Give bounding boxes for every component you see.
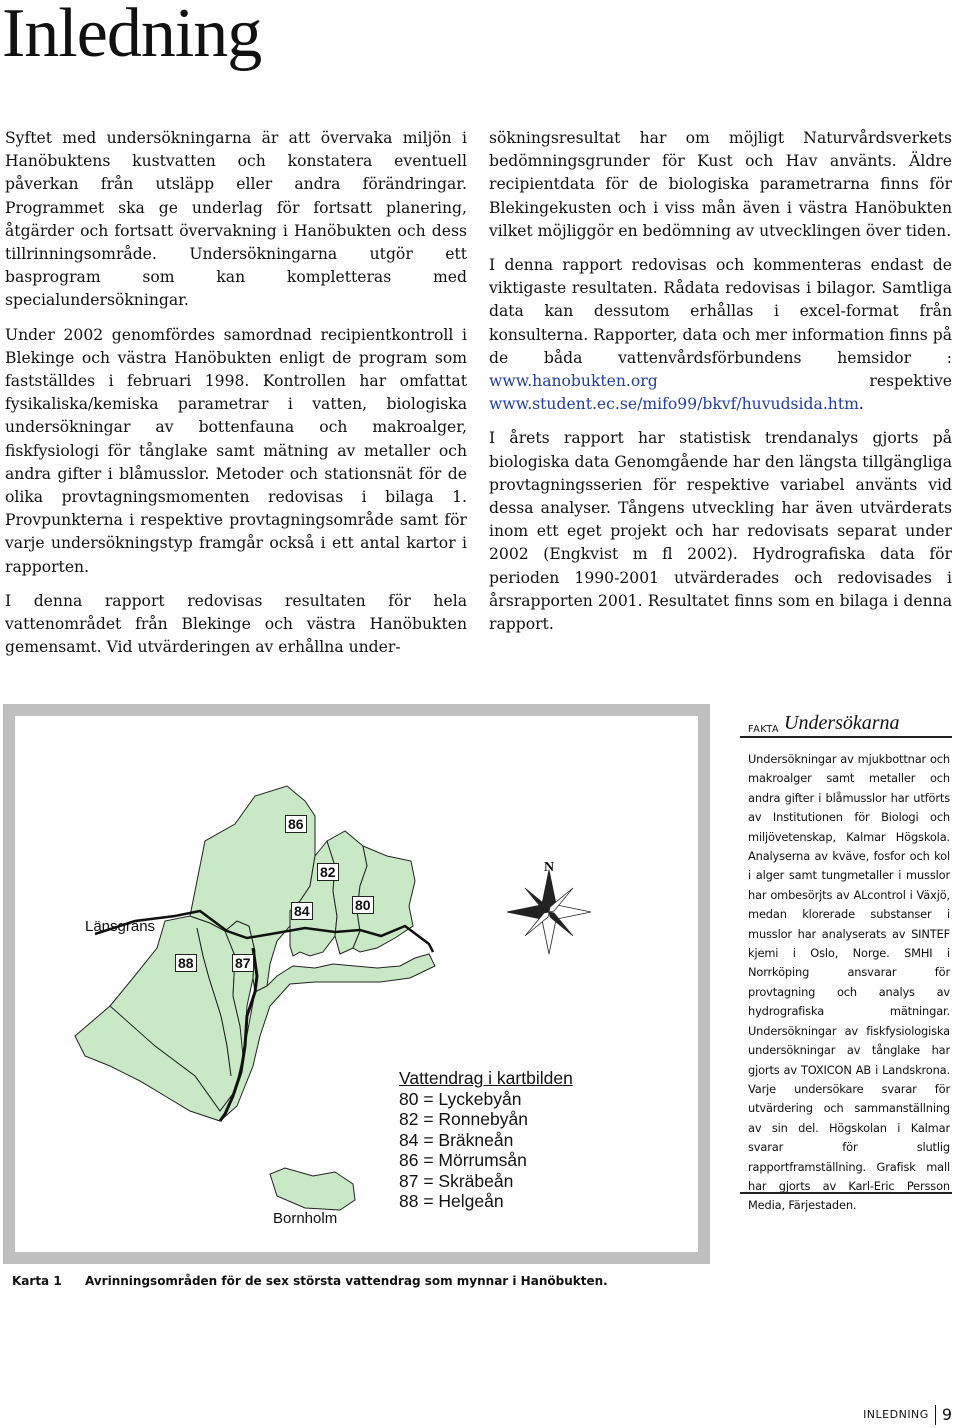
paragraph-text: respektive bbox=[657, 372, 952, 391]
paragraph: I denna rapport redovisas resultaten för hela vattenområdet från Blekinge och västra Hanöbukten gemensamt. Vid utvärderingen av erhållna under- bbox=[5, 591, 467, 657]
fakta-body: Undersökningar av mjukbottnar och makroalger samt metaller och andra gifter i blåmusslor har utförts av Institutionen för Biologi och miljövetenskap, Kalmar Högskola. Analyserna av kväve, fosfor och kol i alger samt tungmetaller i musslor har ombesörjts av ALcontrol i Växjö, medan klorerade substanser i musslor har analyserats av SINTEF kjemi i Oslo, Norge. SMHI i Norrköping ansvarar för provtagning och analys av hydrografiska mätningar. Undersökningar av fiskfysiologiska undersökningar av tånglake har gjorts av TOXICON AB i Landskrona. Varje undersökare svarar för utvärdering och sammanställning av sin del. Högskolan i Kalmar svarar för slutlig rapportframställning. Grafisk mall har gjorts av Karl-Eric Persson Media, Färjestaden. bbox=[748, 752, 950, 1213]
map-figure bbox=[3, 704, 710, 1264]
bornholm-label: Bornholm bbox=[273, 1210, 338, 1227]
page-number: 9 bbox=[941, 1405, 952, 1424]
right-column bbox=[489, 127, 952, 647]
link-hanobukten[interactable]: www.hanobukten.org bbox=[489, 372, 658, 391]
catchment-map bbox=[15, 716, 698, 1252]
fakta-title: Undersökarna bbox=[784, 712, 900, 734]
paragraph: I årets rapport har statistisk trendanalys gjorts på biologiska data Genomgående har den längsta tillgängliga provtagningsserien för respektive variabel använts vid dessa analyser. Tångens utveckling har även utvärderats inom ett eget projekt och har redovisats separat under 2002 (Engkvist m fl 2002). Hydrografiska data för perioden 1990-2001 utvärderades och redovisades i årsrapporten 2001. Resultatet finns som en bilaga i denna rapport. bbox=[489, 429, 952, 634]
legend-title: Vattendrag i kartbilden bbox=[399, 1068, 573, 1088]
left-column bbox=[5, 127, 467, 670]
footer-section: INLEDNING bbox=[863, 1408, 929, 1421]
legend-item: 88 = Helgeån bbox=[399, 1191, 504, 1211]
legend-item: 82 = Ronnebyån bbox=[399, 1109, 528, 1129]
page-title: Inledning bbox=[2, 0, 262, 72]
north-label: N bbox=[544, 860, 555, 875]
map-legend bbox=[399, 1068, 573, 1212]
legend-item: 87 = Skräbeån bbox=[399, 1170, 514, 1191]
bornholm-island bbox=[270, 1168, 355, 1210]
county-border-label: Länsgräns bbox=[85, 918, 156, 935]
legend-item: 86 = Mörrumsån bbox=[399, 1150, 527, 1170]
paragraph: sökningsresultat har om möjligt Naturvårdsverkets bedömningsgrunder för Kust och Hav använts. Äldre recipientdata för de biologiska parametrarna finns för Blekingekusten och i viss mån även i västra Hanöbukten vilket möjliggör en bedömning av utvecklingen över tiden. bbox=[489, 129, 952, 240]
catchment-label-86: 86 bbox=[285, 815, 307, 833]
catchment-label-87: 87 bbox=[232, 954, 254, 972]
fakta-tag: FAKTA bbox=[748, 724, 780, 735]
paragraph bbox=[489, 254, 952, 416]
catchment-label-82: 82 bbox=[317, 863, 339, 881]
caption-label: Karta 1 bbox=[12, 1274, 62, 1288]
page-footer bbox=[863, 1404, 952, 1425]
caption-text: Avrinningsområden för de sex största vattendrag som mynnar i Hanöbukten. bbox=[85, 1274, 608, 1288]
catchment-label-80: 80 bbox=[352, 896, 374, 914]
paragraph: Syftet med undersökningarna är att övervaka miljön i Hanöbuktens kustvatten och konstatera eventuell påverkan från utsläpp eller andra förändringar. Programmet ska ge underlag för fortsatt planering, åtgärder och fortsatt övervakning i Hanöbukten och dess tillrinningsområde. Undersökningarna utgör ett basprogram som kan kompletteras med specialundersökningar. bbox=[5, 129, 467, 310]
footer-divider bbox=[935, 1405, 936, 1425]
fakta-bottom-rule bbox=[740, 1192, 952, 1194]
catchment-label-88: 88 bbox=[175, 954, 197, 972]
link-bkvf[interactable]: www.student.ec.se/mifo99/bkvf/huvudsida.htm bbox=[489, 395, 859, 414]
fakta-box bbox=[740, 700, 952, 1216]
paragraph: Under 2002 genomfördes samordnad recipientkontroll i Blekinge och västra Hanöbukten enligt de program som fastställdes i februari 1998. Kontrollen har omfattat fysikaliska/kemiska parametrar i vatten, biologiska undersökningar av bottenfauna och makroalger, fiskfysiologi för tånglake samt mätning av metaller och andra gifter i blåmusslor. Metoder och stationsnät för de olika provtagningsmomenten redovisas i bilaga 1. Provpunkterna i respektive provtagningsområde samt för varje undersökningstyp framgår också i ett antal kartor i rapporten. bbox=[5, 325, 467, 576]
map-canvas bbox=[15, 716, 698, 1252]
paragraph-text: . bbox=[858, 395, 864, 414]
legend-item: 84 = Bräkneån bbox=[399, 1129, 514, 1150]
fakta-header bbox=[740, 700, 952, 738]
legend-item: 80 = Lyckebyån bbox=[399, 1088, 522, 1109]
compass-rose bbox=[507, 870, 591, 954]
paragraph-text: I denna rapport redovisas och kommenteras endast de viktigaste resultaten. Rådata redovisas i bilagor. Samtliga data kan dessutom erhållas i excel-format från konsulterna. Rapporter, data och mer information finns på de båda vattenvårdsförbundens hemsidor : bbox=[489, 256, 952, 367]
catchment-label-84: 84 bbox=[291, 902, 313, 920]
